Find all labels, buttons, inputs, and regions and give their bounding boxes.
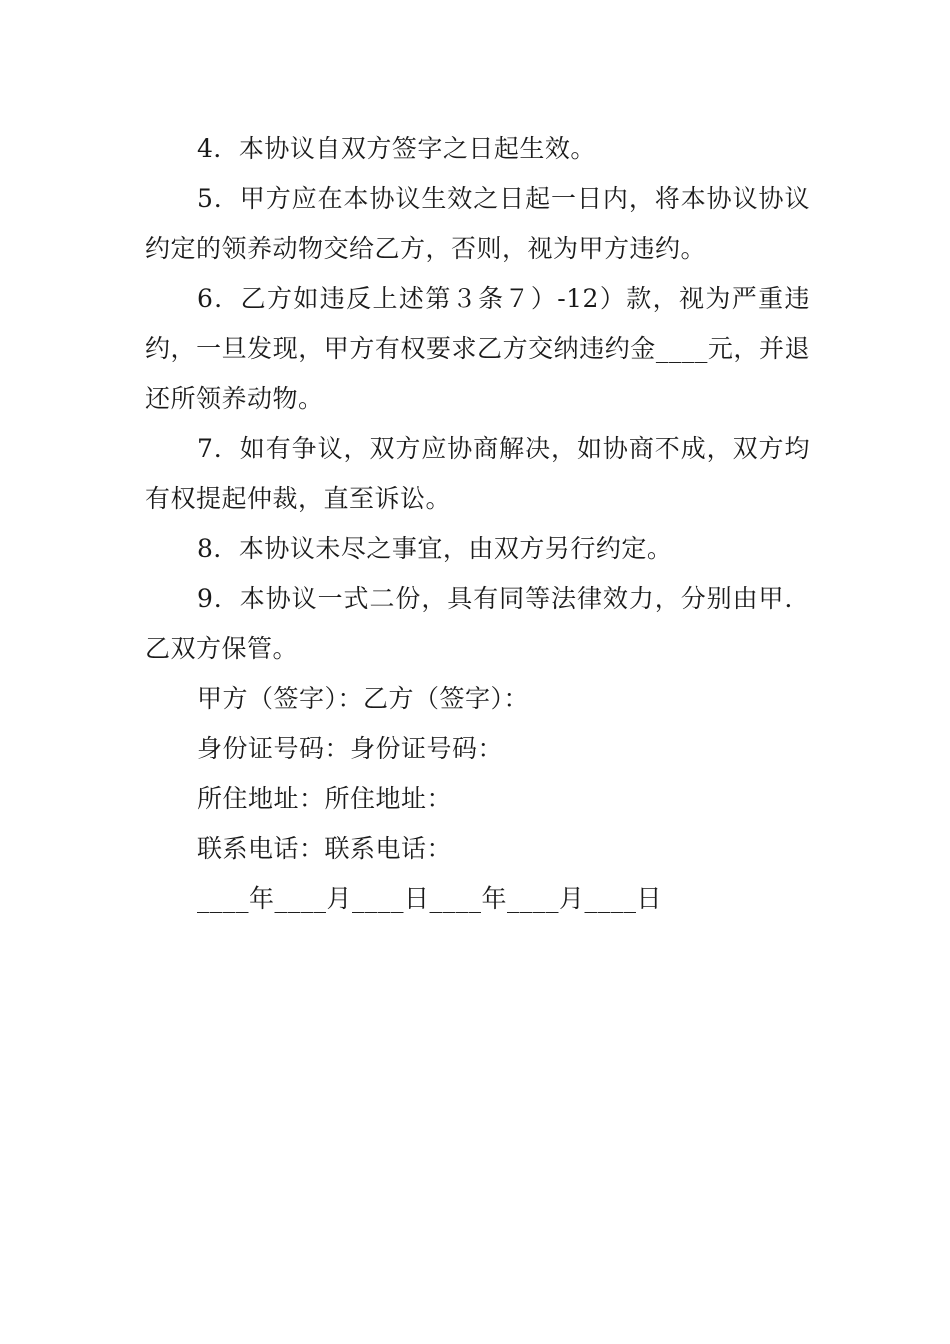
signature-line: 甲方（签字）：乙方（签字）：	[197, 684, 530, 713]
id-number-line: 身份证号码：身份证号码：	[197, 734, 504, 763]
phone-line: 联系电话：联系电话：	[197, 834, 453, 863]
clause-8: 8．本协议未尽之事宜，由双方另行约定。	[197, 534, 673, 563]
document-body	[145, 124, 810, 924]
address-line: 所住地址：所住地址：	[197, 784, 453, 813]
clause-9: 9．本协议一式二份，具有同等法律效力，分别由甲．乙双方保管。	[145, 584, 810, 663]
clause-4: 4．本协议自双方签字之日起生效。	[197, 134, 596, 163]
clause-6: 6．乙方如违反上述第３条７）-12）款，视为严重违约，一旦发现，甲方有权要求乙方交纳违约金____元，并退还所领养动物。	[145, 284, 810, 413]
clause-5: 5．甲方应在本协议生效之日起一日内，将本协议协议约定的领养动物交给乙方，否则，视为甲方违约。	[145, 184, 810, 263]
date-line: ____年____月____日____年____月____日	[197, 884, 663, 913]
clause-7: 7．如有争议，双方应协商解决，如协商不成，双方均有权提起仲裁，直至诉讼。	[145, 434, 810, 513]
